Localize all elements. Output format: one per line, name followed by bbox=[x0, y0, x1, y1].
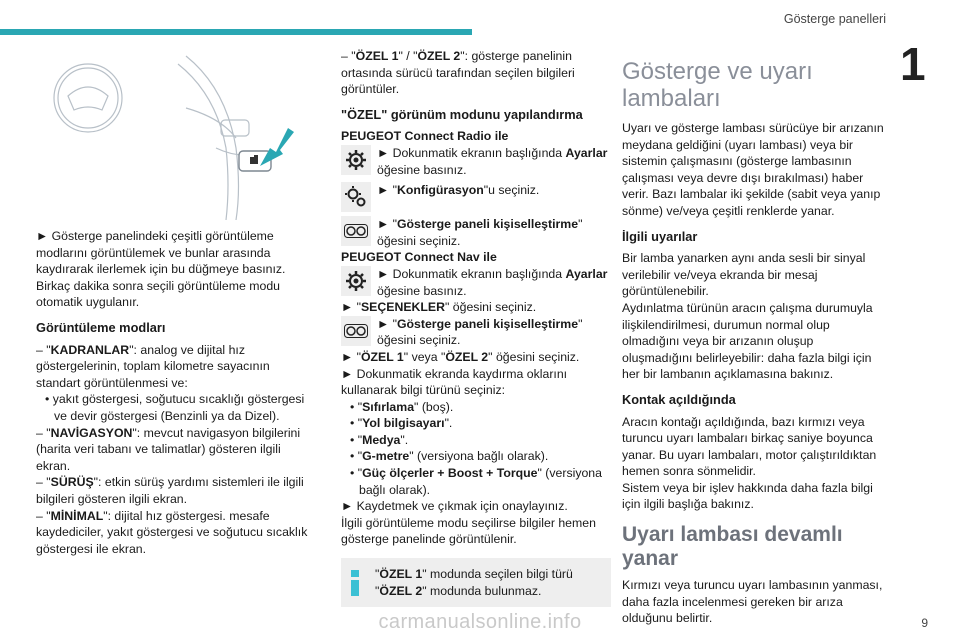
section-title: Gösterge ve uyarı lambaları bbox=[622, 58, 813, 112]
mode-custom: – "ÖZEL 1" / "ÖZEL 2": gösterge panelinin ortasında sürücü tarafından seçilen bilgileri görüntüler. bbox=[341, 49, 575, 97]
intro-paragraph: Uyarı ve gösterge lambası sürücüye bir arızanın meydana geldiğini (uyarı lambası) veya bir sistemin çalışmasını (gösterge lambasının çalışması veya devre dışı bırakılması) haber verir. Bazı lambalar iki şekilde (sabit veya yanıp sönme) ve/veya çeşitli renklerde yanar. bbox=[622, 121, 884, 218]
dashboard-dials-icon bbox=[341, 316, 371, 346]
mode-dials-bullet: • yakıt göstergesi, soğutucu sıcaklığı göstergesi ve devir göstergesi (Benzinli ya da Dizel). bbox=[45, 392, 305, 423]
radio-subtitle: PEUGEOT Connect Radio ile bbox=[341, 129, 509, 144]
nav-step-confirm: ► Kaydetmek ve çıkmak için onaylayınız. bbox=[341, 499, 568, 514]
section-title-steady: Uyarı lambası devamlı yanar bbox=[622, 523, 843, 571]
settings-gear-icon bbox=[341, 145, 371, 175]
pointer-arrow-icon bbox=[260, 128, 294, 166]
running-header: Gösterge panelleri bbox=[783, 12, 886, 26]
option-g-meter: • "G-metre" (versiyona bağlı olarak). bbox=[350, 449, 549, 464]
mode-minimal: – "MİNİMAL": dijital hız göstergesi. mesafe kaydediciler, yakıt göstergesi ve soğutucu sıcaklık göstergesi ile ekran. bbox=[36, 508, 308, 556]
dashboard-dials-icon bbox=[341, 216, 371, 246]
ignition-text: Aracın kontağı açıldığında, bazı kırmızı veya turuncu uyarı lambaları birkaç saniye boyunca yanar. Bu uyarı lambaları, motor çalıştırıldıktan hemen sonra sönmelidir. bbox=[622, 414, 877, 479]
radio-step-settings: ► Dokunmatik ekranın başlığında Ayarlar öğesine basınız. bbox=[341, 145, 611, 178]
heading-display-modes: Görüntüleme modları bbox=[36, 319, 166, 335]
nav-step-dashboard: ► "Gösterge paneli kişiselleştirme" öğesini seçiniz. bbox=[341, 316, 611, 349]
nav-step-settings: ► Dokunmatik ekranın başlığında Ayarlar öğesine basınız. bbox=[341, 266, 611, 299]
nav-result: İlgili görüntüleme modu seçilirse bilgiler hemen gösterge panelinde görüntülenir. bbox=[341, 515, 596, 547]
option-power-meters: • "Güç ölçerler + Boost + Torque" (versiyona bağlı olarak). bbox=[350, 466, 602, 497]
column-left bbox=[36, 228, 314, 557]
configuration-gears-icon bbox=[341, 182, 371, 212]
radio-step-configuration: ► "Konfigürasyon"u seçiniz. bbox=[341, 182, 611, 212]
page-number: 9 bbox=[921, 616, 928, 630]
steady-warning-text: Kırmızı veya turuncu uyarı lambasının yanması, daha fazla incelenmesi gereken bir arıza olduğunu belirtir. bbox=[622, 578, 883, 626]
column-right bbox=[622, 58, 886, 627]
heading-ignition-on: Kontak açıldığında bbox=[622, 391, 736, 407]
nav-step-custom: ► "ÖZEL 1" veya "ÖZEL 2" öğesini seçiniz. bbox=[341, 349, 580, 364]
option-media: • "Medya". bbox=[350, 432, 409, 447]
chapter-number: 1 bbox=[900, 38, 926, 90]
nav-step-options: ► "SEÇENEKLER" öğesini seçiniz. bbox=[341, 300, 537, 315]
column-middle bbox=[341, 48, 611, 607]
nav-subtitle: PEUGEOT Connect Nav ile bbox=[341, 250, 497, 265]
settings-gear-icon bbox=[341, 266, 371, 296]
radio-step-dashboard: ► "Gösterge paneli kişiselleştirme" öğesini seçiniz. bbox=[341, 216, 611, 249]
mode-dials: – "KADRANLAR": analog ve dijital hız göstergelerinin, toplam kilometre sayacının standart görüntülenmesi ve: bbox=[36, 342, 270, 390]
option-reset: • "Sıfırlama" (boş). bbox=[350, 399, 454, 414]
mode-navigation: – "NAVİGASYON": mevcut navigasyon bilgilerini (harita veri tabanı ve talimatlar) gösteren ilgili ekran. bbox=[36, 425, 301, 473]
option-trip-computer: • "Yol bilgisayarı". bbox=[350, 416, 453, 431]
more-info-text: Sistem veya bir işlev hakkında daha fazla bilgi için ilgili başlığa bakınız. bbox=[622, 480, 873, 512]
steering-wheel-illustration bbox=[36, 48, 304, 220]
button-instruction: ► Gösterge panelindeki çeşitli görüntüleme modlarını görüntülemek ve bunlar arasında kaydırarak ilerlemek için bu düğmeye basınız. Birkaç dakika sonra seçili görüntüleme modu otomatik uygulanır. bbox=[36, 229, 286, 310]
related-warnings-text: Bir lamba yanarken aynı anda sesli bir sinyal verilebilir ve/veya ekranda bir mesaj görüntülenebilir. bbox=[622, 251, 866, 299]
watermark: carmanualsonline.info bbox=[378, 611, 582, 633]
nav-step-scroll: ► Dokunmatik ekranda kaydırma oklarını kullanarak bilgi türünü seçiniz: bbox=[341, 366, 568, 398]
heading-custom-config: "ÖZEL" görünüm modunu yapılandırma bbox=[341, 106, 583, 122]
top-accent-bar bbox=[0, 29, 472, 35]
heading-related-warnings: İlgili uyarılar bbox=[622, 228, 698, 244]
info-icon bbox=[351, 570, 359, 596]
mode-driving: – "SÜRÜŞ": etkin sürüş yardımı sistemleri ile ilgili bilgileri gösteren ilgili ekran. bbox=[36, 475, 304, 506]
steering-wheel-icon bbox=[54, 56, 266, 220]
lighting-type-text: Aydınlatma türünün aracın çalışma durumuyla ilişkilendirilmesi, durumun normal olup olmadığını veya bir arızanın oluşup oluşmadığını belirleyebilir: daha fazla bilgi için her bir lambanın açıklamasına bakınız. bbox=[622, 300, 873, 382]
info-note: "ÖZEL 1" modunda seçilen bilgi türü "ÖZEL 2" modunda bulunmaz. bbox=[341, 558, 611, 607]
